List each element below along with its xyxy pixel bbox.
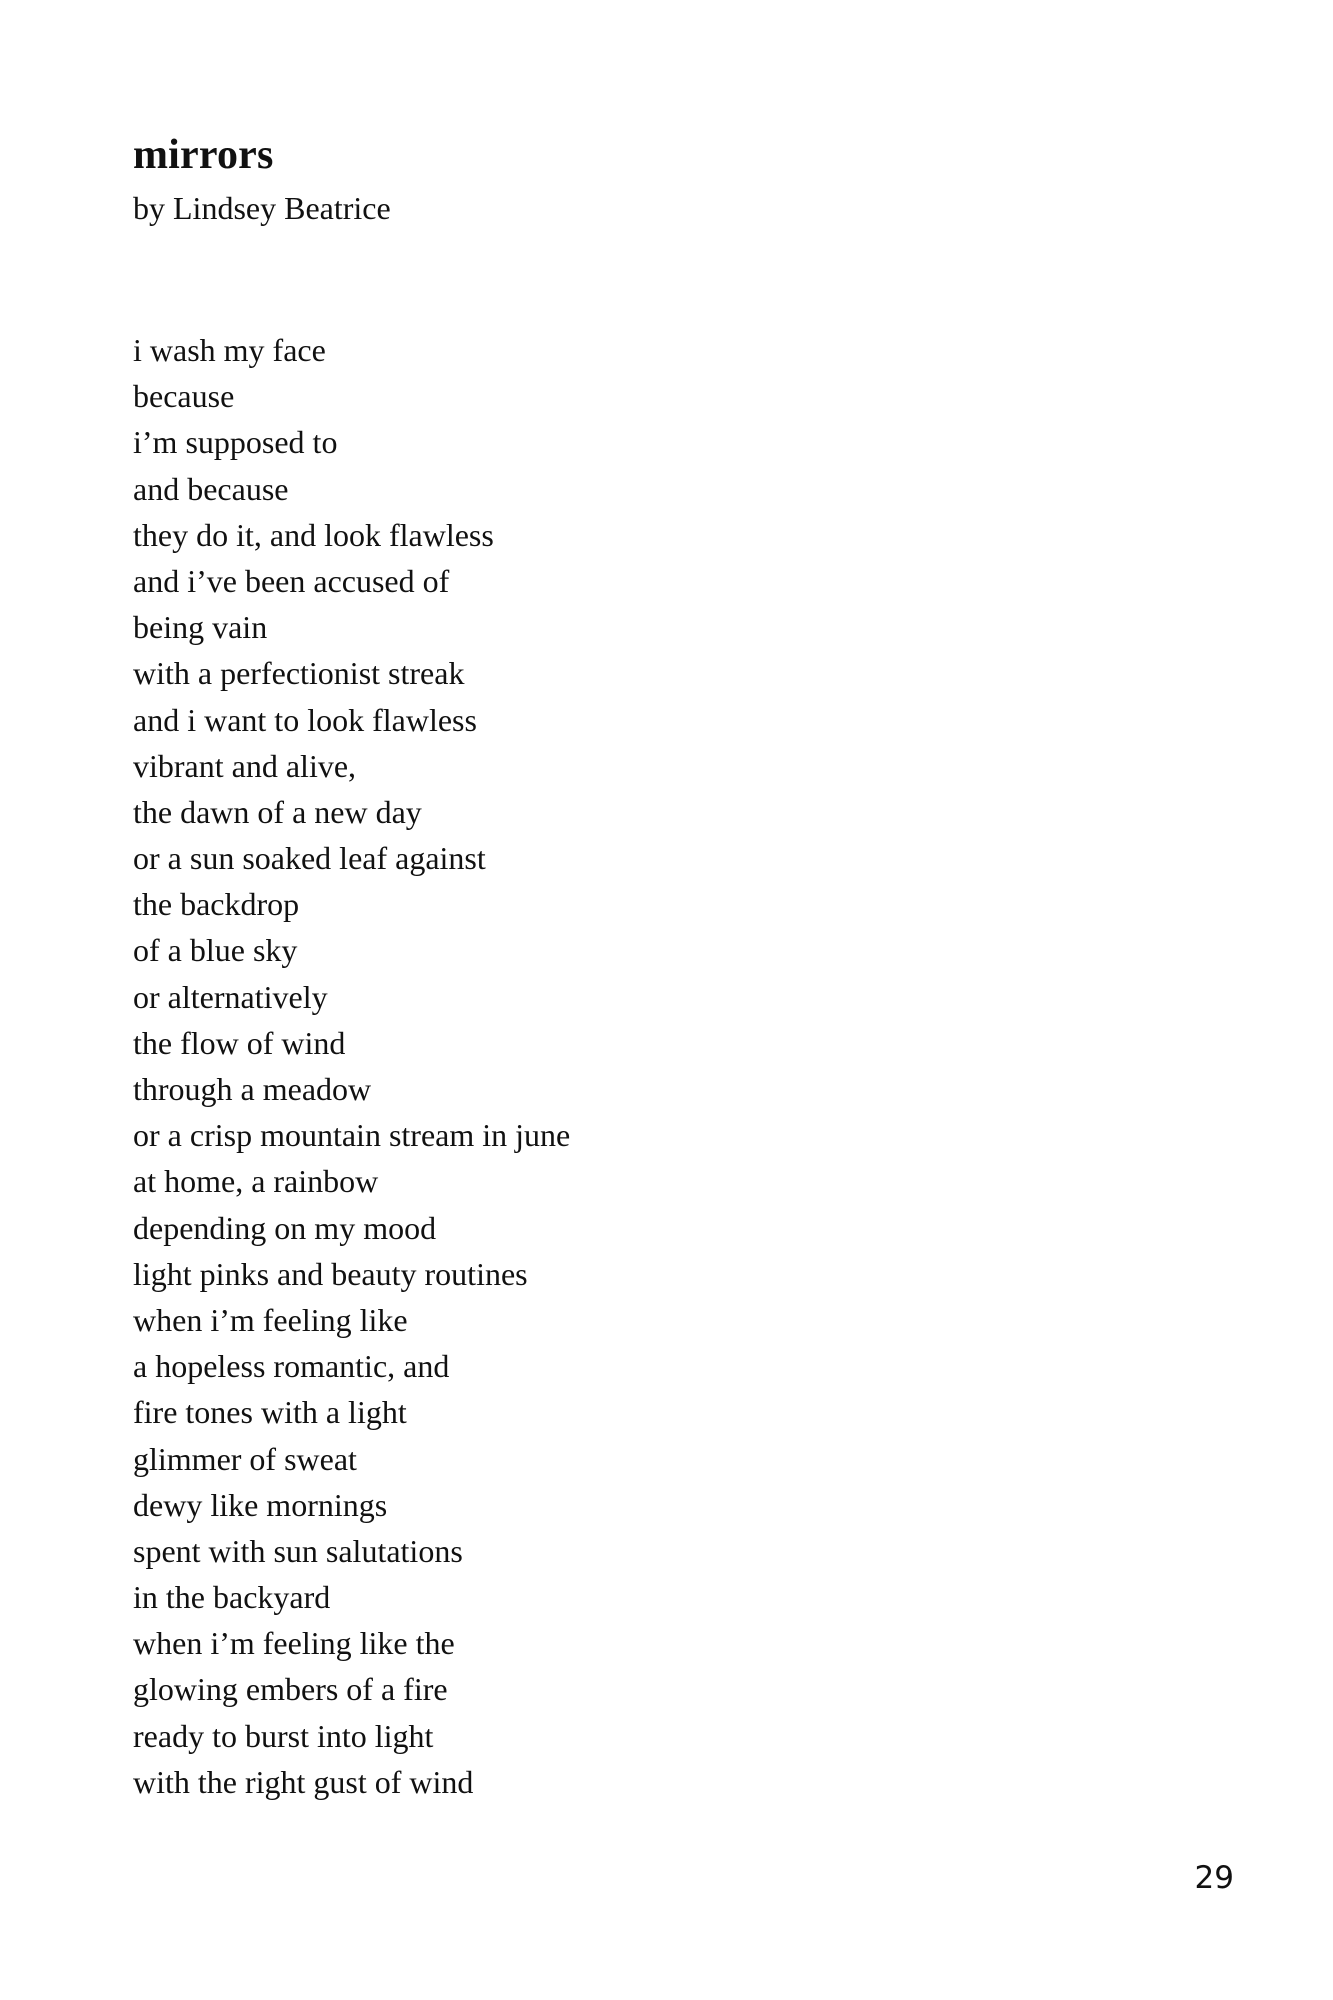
poem-line: the dawn of a new day <box>133 793 422 830</box>
poem-line: at home, a rainbow <box>133 1163 379 1200</box>
poem-line: glowing embers of a fire <box>133 1671 448 1708</box>
poem-line: or a crisp mountain stream in june <box>133 1117 571 1154</box>
poem-line: and because <box>133 470 289 507</box>
poem-line: with the right gust of wind <box>133 1763 474 1800</box>
poem-line: light pinks and beauty routines <box>133 1255 528 1292</box>
poem-line: with a perfectionist streak <box>133 655 465 692</box>
poem-line: glimmer of sweat <box>133 1440 357 1477</box>
poem-line: or a sun soaked leaf against <box>133 840 486 877</box>
poem-line: they do it, and look flawless <box>133 516 494 553</box>
poem-line: dewy like mornings <box>133 1486 388 1523</box>
poem-line: spent with sun salutations <box>133 1532 463 1569</box>
poem-byline: by Lindsey Beatrice <box>133 190 391 226</box>
poem-line: the flow of wind <box>133 1024 346 1061</box>
poem-title: mirrors <box>133 132 274 178</box>
poem-line: when i’m feeling like <box>133 1301 408 1338</box>
poem-line: being vain <box>133 609 268 646</box>
poem-line: depending on my mood <box>133 1209 437 1246</box>
poem-line: when i’m feeling like the <box>133 1625 455 1662</box>
poem-line: through a meadow <box>133 1071 372 1107</box>
poem-line: of a blue sky <box>133 932 298 969</box>
poem-line: because <box>133 378 235 415</box>
poem-line: the backdrop <box>133 886 300 923</box>
poem-line: i’m supposed to <box>133 424 338 461</box>
poem-line: and i’ve been accused of <box>133 562 450 599</box>
poem-line: a hopeless romantic, and <box>133 1348 450 1385</box>
poem-line: i wash my face <box>133 332 326 368</box>
poem-line: vibrant and alive, <box>133 747 357 784</box>
poem-line: in the backyard <box>133 1579 331 1616</box>
page-number: 29 <box>1194 1860 1234 1896</box>
poem-body <box>133 327 570 1805</box>
poem-line: or alternatively <box>133 978 328 1015</box>
poem-line: and i want to look flawless <box>133 701 477 738</box>
poem-line: fire tones with a light <box>133 1394 407 1431</box>
poem-line: ready to burst into light <box>133 1717 434 1754</box>
